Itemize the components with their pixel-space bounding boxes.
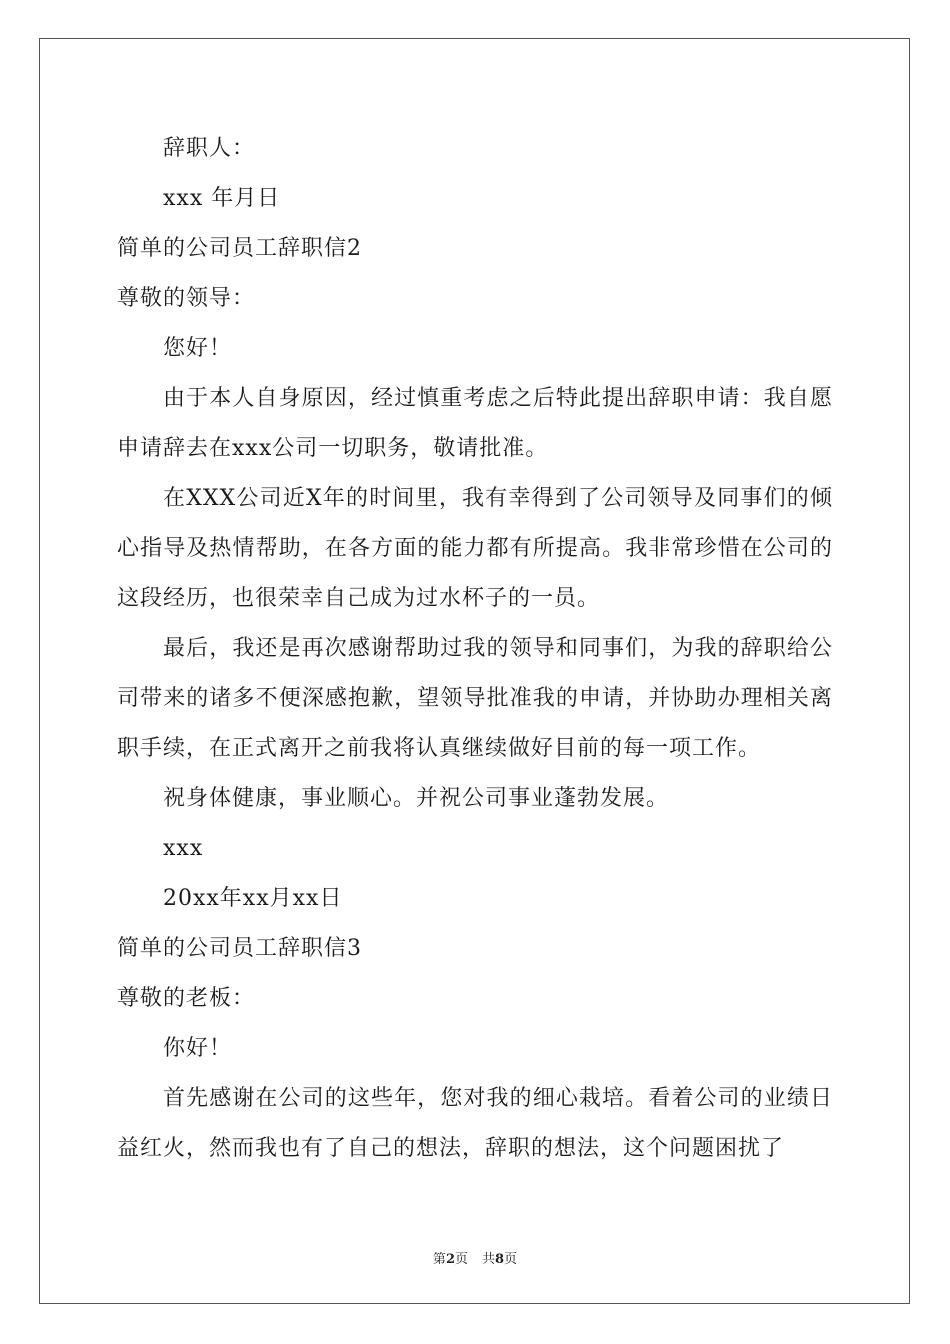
signer-2: xxx xyxy=(163,836,204,861)
salutation-3: 尊敬的老板： xyxy=(117,986,256,1011)
signature-date: xxx 年月日 xyxy=(163,186,281,211)
date-2: 20xx年xx月xx日 xyxy=(163,886,343,911)
letter-body xyxy=(117,124,833,1174)
section-title-3: 简单的公司员工辞职信3 xyxy=(117,936,362,961)
salutation-2: 尊敬的领导： xyxy=(117,286,256,311)
total-suffix: 页 xyxy=(504,1252,518,1267)
page-suffix: 页 xyxy=(454,1252,468,1267)
paragraph: 最后，我还是再次感谢帮助过我的领导和同事们，为我的辞职给公司带来的诸多不便深感抱歉，望领导批准我的申请，并协助办理相关离职手续，在正式离开之前我将认真继续做好目前的每一项工作。 xyxy=(117,636,833,761)
page-total: 8 xyxy=(495,1252,505,1267)
paragraph: 由于本人自身原因，经过慎重考虑之后特此提出辞职申请：我自愿申请辞去在xxx公司一切职务，敬请批准。 xyxy=(117,386,833,461)
total-prefix: 共 xyxy=(482,1252,496,1267)
section-title-2: 简单的公司员工辞职信2 xyxy=(117,236,362,261)
greeting-3: 你好！ xyxy=(163,1036,233,1061)
page-current: 2 xyxy=(445,1252,455,1267)
page-footer xyxy=(0,1248,950,1267)
greeting-2: 您好！ xyxy=(163,336,233,361)
paragraph: 在XXX公司近X年的时间里，我有幸得到了公司领导及同事们的倾心指导及热情帮助，在各方面的能力都有所提高。我非常珍惜在公司的这段经历，也很荣幸自己成为过水杯子的一员。 xyxy=(117,486,833,611)
paragraph: 祝身体健康，事业顺心。并祝公司事业蓬勃发展。 xyxy=(163,786,670,811)
signature-label: 辞职人： xyxy=(163,136,256,161)
paragraph: 首先感谢在公司的这些年，您对我的细心栽培。看着公司的业绩日益红火，然而我也有了自己的想法，辞职的想法，这个问题困扰了 xyxy=(117,1086,833,1161)
page-prefix: 第 xyxy=(432,1252,446,1267)
